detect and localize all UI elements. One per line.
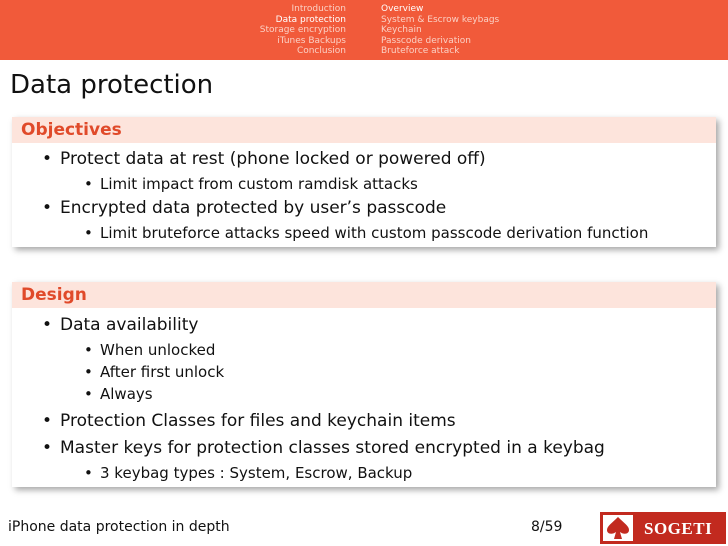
nav-section-introduction[interactable]: Introduction [291, 4, 346, 14]
list-item: • Master keys for protection classes stored encrypted in a keybag [12, 435, 716, 462]
bullet-icon: • [42, 411, 53, 431]
bullet-icon: • [84, 464, 93, 482]
bullet-icon: • [84, 341, 93, 359]
list-item: • Protect data at rest (phone locked or powered off) [12, 146, 716, 173]
design-block-title: Design [12, 282, 716, 308]
bullet-icon: • [84, 363, 93, 381]
design-block [12, 282, 716, 487]
bullet-icon: • [42, 438, 53, 458]
nav-section-conclusion[interactable]: Conclusion [296, 46, 346, 57]
nav-subsection-overview[interactable]: Overview [381, 4, 424, 14]
design-block-body [12, 308, 716, 487]
bullet-icon: • [42, 198, 53, 218]
list-item: • Protection Classes for files and keychain items [12, 408, 716, 435]
spade-icon [603, 515, 633, 541]
page-number: 8/59 [531, 519, 563, 535]
objectives-block [12, 117, 716, 247]
nav-section-itunes-backups[interactable]: iTunes Backups [277, 35, 346, 46]
subsection-nav [381, 4, 499, 57]
nav-section-data-protection[interactable]: Data protection [275, 14, 346, 25]
footer-title: iPhone data protection in depth [8, 519, 230, 535]
sub-list-item: • Limit impact from custom ramdisk attacks [84, 175, 418, 193]
objectives-block-body [12, 143, 716, 247]
bullet-icon: • [84, 385, 93, 403]
list-item: • Data availability [12, 312, 716, 339]
nav-subsection-keychain[interactable]: Keychain [381, 25, 422, 36]
sub-list-item: • 3 keybag types : System, Escrow, Backup [84, 464, 413, 482]
logo-text: SOGETI [644, 519, 713, 538]
list-item: • Encrypted data protected by user’s passcode [12, 195, 716, 222]
bullet-icon: • [42, 315, 53, 335]
bullet-icon: • [84, 224, 93, 242]
slide-title: Data protection [10, 70, 214, 100]
nav-subsection-keybags[interactable]: System & Escrow keybags [381, 14, 500, 25]
sub-list-item: • When unlocked [84, 341, 216, 359]
objectives-block-title: Objectives [12, 117, 716, 143]
sogeti-logo [600, 512, 726, 544]
navigation-bar [0, 0, 728, 60]
bullet-icon: • [42, 149, 53, 169]
sub-list-item: • Limit bruteforce attacks speed with custom passcode derivation function [84, 224, 649, 242]
bullet-icon: • [84, 175, 93, 193]
nav-subsection-passcode-derivation[interactable]: Passcode derivation [381, 35, 472, 46]
section-nav [260, 4, 346, 57]
sub-list-item: • After first unlock [84, 363, 225, 381]
nav-subsection-bruteforce[interactable]: Bruteforce attack [381, 46, 460, 57]
sub-list-item: • Always [84, 385, 153, 403]
nav-section-storage-encryption[interactable]: Storage encryption [259, 25, 346, 36]
